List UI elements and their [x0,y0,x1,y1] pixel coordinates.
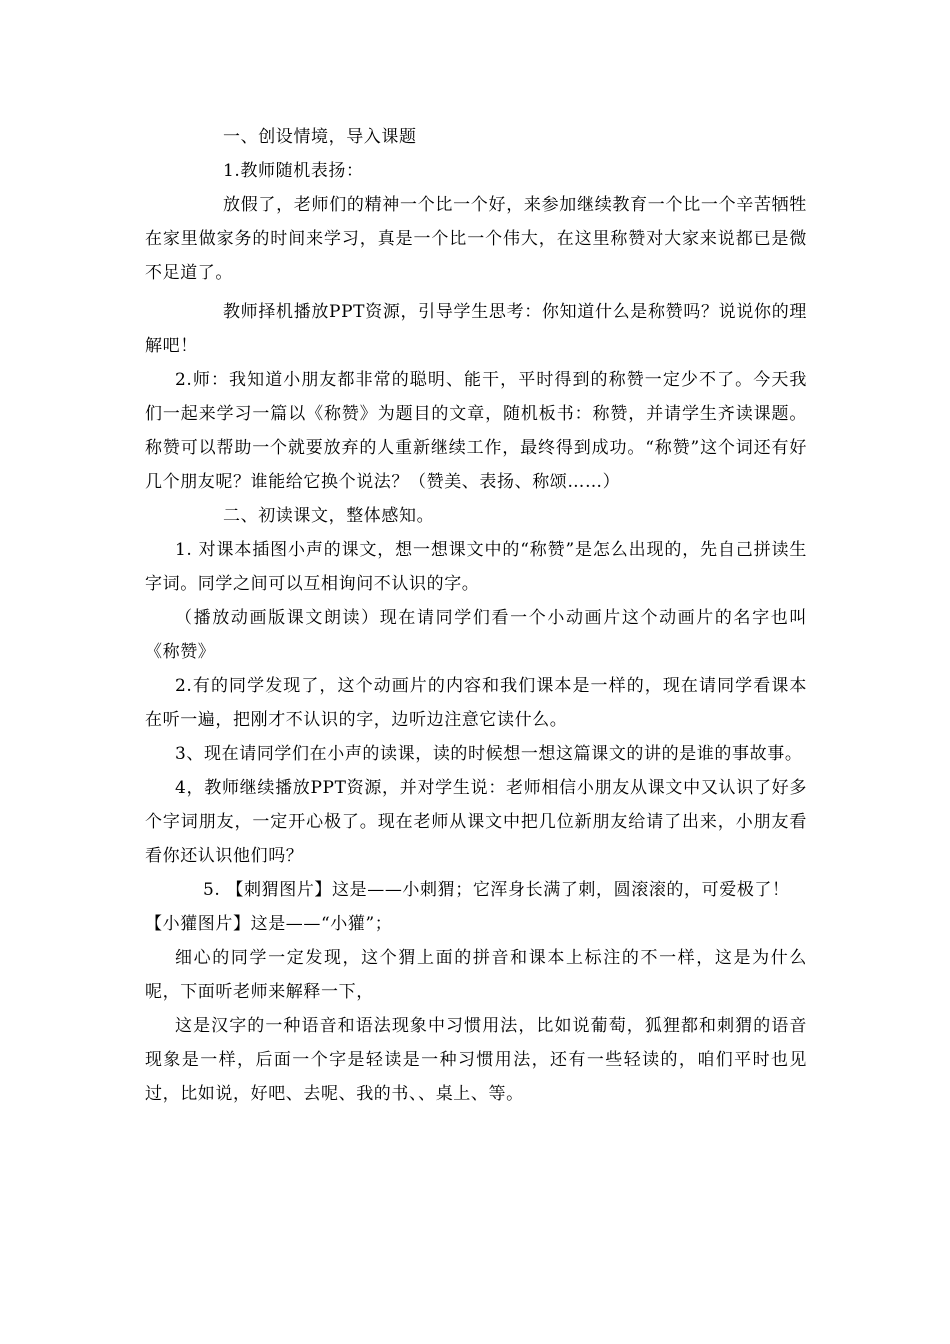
paragraph: 教师择机播放PPT资源，引导学生思考：你知道什么是称赞吗？说说你的理解吧！ [145,302,807,356]
paragraph: 1.教师随机表扬： [223,161,364,181]
paragraph: 2.有的同学发现了，这个动画片的内容和我们课本是一样的，现在请同学看课本在听一遍，把刚才不认识的字，边听边注意它读什么。 [145,676,807,730]
section-heading-1: 一、创设情境，导入课题 [223,127,417,147]
paragraph: 4，教师继续播放PPT资源，并对学生说：老师相信小朋友从课文中又认识了好多个字词朋友，一定开心极了。现在老师从课文中把几位新朋友给请了出来，小朋友看看你还认识他们吗？ [145,778,807,866]
paragraph: 2.师：我知道小朋友都非常的聪明、能干，平时得到的称赞一定少不了。今天我们一起来学习一篇以《称赞》为题目的文章，随机板书：称赞，并请学生齐读课题。称赞可以帮助一个就要放弃的人重新继续工作，最终得到成功。“称赞”这个词还有好几个朋友呢？谁能给它换个说法？（赞美、表扬、称颂……） [145,370,807,492]
paragraph: 1. 对课本插图小声的课文，想一想课文中的“称赞”是怎么出现的，先自己拼读生字词。同学之间可以互相询问不认识的字。 [145,540,807,594]
section-heading-2: 二、初读课文，整体感知。 [223,506,435,526]
paragraph: 这是汉字的一种语音和语法现象中习惯用法，比如说葡萄，狐狸都和刺猬的语音现象是一样，后面一个字是轻读是一种习惯用法，还有一些轻读的，咱们平时也见过，比如说，好吧、去呢、我的书、、桌上、等。 [145,1016,807,1104]
paragraph: 放假了，老师们的精神一个比一个好，来参加继续教育一个比一个辛苦牺牲在家里做家务的时间来学习，真是一个比一个伟大，在这里称赞对大家来说都已是微不足道了。 [145,195,807,283]
paragraph: （播放动画版课文朗读）现在请同学们看一个小动画片这个动画片的名字也叫《称赞》 [145,608,807,662]
paragraph: 细心的同学一定发现，这个猬上面的拼音和课本上标注的不一样，这是为什么呢，下面听老师来解释一下， [145,948,807,1002]
document-body [145,120,807,1111]
paragraph: 【小獾图片】这是——“小獾”； [145,914,393,934]
paragraph: 5. 【刺猬图片】这是——小刺猬；它浑身长满了刺，圆滚滚的，可爱极了！ [203,880,790,900]
paragraph: 3、现在请同学们在小声的读课，读的时候想一想这篇课文的讲的是谁的事故事。 [175,744,803,764]
